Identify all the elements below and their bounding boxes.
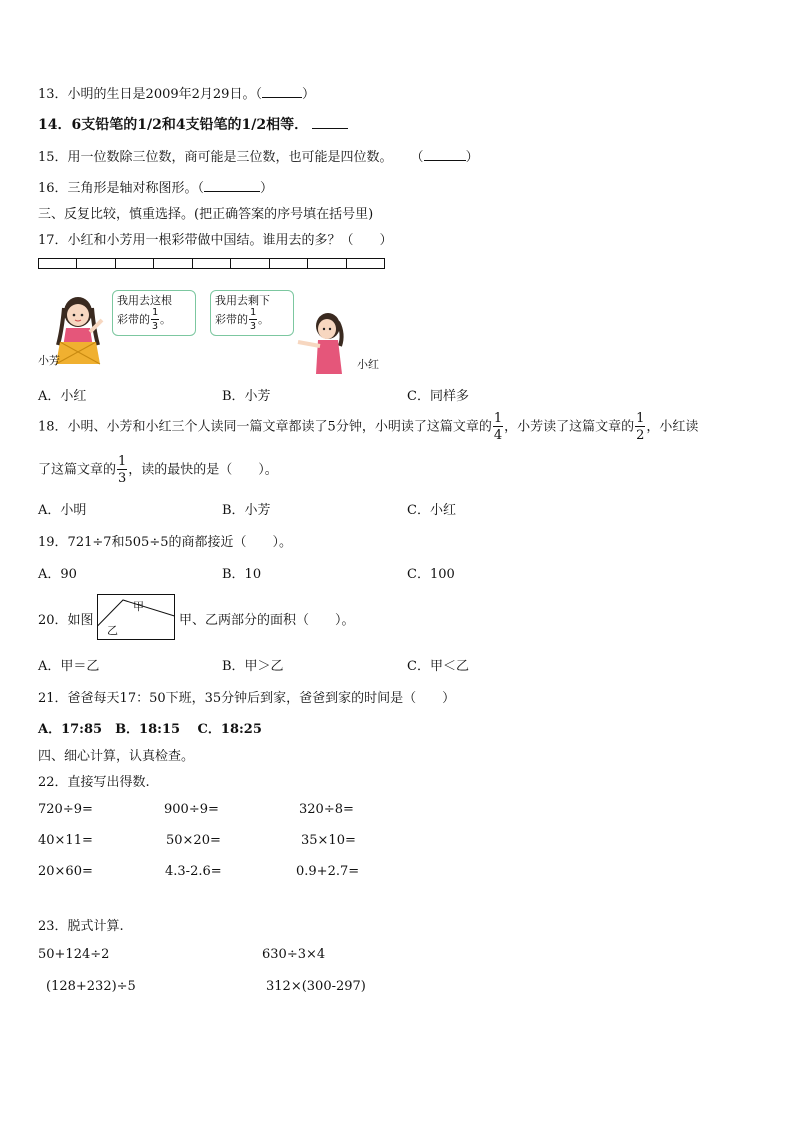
q18-option-a[interactable]: A．小明 bbox=[38, 503, 87, 518]
calc-cell: 35×10= bbox=[301, 833, 356, 848]
q18-option-b[interactable]: B．小芳 bbox=[222, 503, 271, 518]
q19-option-a[interactable]: A．90 bbox=[38, 567, 77, 582]
question-16: 16．三角形是轴对称图形。（ ） bbox=[38, 181, 274, 196]
question-18-line2: 了这篇文章的 $\frac{1}{3}$ ，读的最快的是（ ）。 bbox=[38, 454, 278, 486]
answer-blank[interactable] bbox=[262, 86, 302, 98]
calc-cell: 900÷9= bbox=[164, 802, 219, 817]
name-xiaohong: 小红 bbox=[357, 358, 379, 371]
speech-bubble-xiaohong: 我用去剩下 彩带的 $\frac{1}{3}$ 。 bbox=[210, 290, 294, 336]
calc-cell: 0.9+2.7= bbox=[296, 864, 360, 879]
calc-expression: 630÷3×4 bbox=[262, 947, 326, 962]
question-20-pre: 20．如图 bbox=[38, 613, 94, 628]
calc-cell: 40×11= bbox=[38, 833, 93, 848]
calc-expression: (128+232)÷5 bbox=[46, 979, 136, 994]
answer-blank[interactable] bbox=[204, 180, 260, 192]
label-yi: 乙 bbox=[107, 624, 118, 637]
calc-cell: 4.3-2.6= bbox=[165, 864, 222, 879]
question-17: 17．小红和小芳用一根彩带做中国结。谁用去的多？（ ） bbox=[38, 233, 393, 248]
q18-option-c[interactable]: C．小红 bbox=[407, 503, 456, 518]
calc-expression: 312×(300-297) bbox=[266, 979, 366, 994]
speech-bubble-xiaofang: 我用去这根 彩带的 $\frac{1}{3}$ 。 bbox=[112, 290, 196, 336]
answer-blank[interactable] bbox=[312, 117, 348, 129]
calc-cell: 320÷8= bbox=[299, 802, 354, 817]
calc-cell: 720÷9= bbox=[38, 802, 93, 817]
q17-option-c[interactable]: C．同样多 bbox=[407, 389, 469, 404]
rectangle-figure bbox=[97, 594, 175, 640]
q19-option-b[interactable]: B．10 bbox=[222, 567, 262, 582]
q17-option-b[interactable]: B．小芳 bbox=[222, 389, 271, 404]
name-xiaofang: 小芳 bbox=[38, 354, 60, 367]
calc-cell: 20×60= bbox=[38, 864, 93, 879]
question-21: 21．爸爸每天17：50下班，35分钟后到家，爸爸到家的时间是（ ） bbox=[38, 691, 456, 706]
section-4-heading: 四、细心计算，认真检查。 bbox=[38, 749, 195, 764]
q20-option-a[interactable]: A．甲＝乙 bbox=[38, 659, 100, 674]
q21-options[interactable]: A．17:85 B．18:15 C．18:25 bbox=[38, 722, 262, 737]
girl-xiaohong-illustration bbox=[288, 308, 352, 376]
question-18-line1: 18．小明、小芳和小红三个人读同一篇文章都读了5分钟，小明读了这篇文章的 $\frac{1}{4}$ ，小芳读了这篇文章的 $\frac{1}{2}$ ，小红读 bbox=[38, 411, 699, 443]
section-3-heading: 三、反复比较，慎重选择。(把正确答案的序号填在括号里) bbox=[38, 207, 374, 222]
answer-blank[interactable] bbox=[424, 149, 466, 161]
q20-option-c[interactable]: C．甲＜乙 bbox=[407, 659, 469, 674]
question-20-post: 甲、乙两部分的面积（ ）。 bbox=[179, 613, 355, 628]
label-jia: 甲 bbox=[133, 600, 144, 613]
q17-option-a[interactable]: A．小红 bbox=[38, 389, 87, 404]
q20-option-b[interactable]: B．甲＞乙 bbox=[222, 659, 284, 674]
q19-option-c[interactable]: C．100 bbox=[407, 567, 455, 582]
question-23: 23．脱式计算. bbox=[38, 919, 124, 934]
question-19: 19．721÷7和505÷5的商都接近（ ）。 bbox=[38, 535, 292, 550]
calc-cell: 50×20= bbox=[166, 833, 221, 848]
question-15: 15．用一位数除三位数，商可能是三位数，也可能是四位数。 （ ） bbox=[38, 150, 479, 165]
question-14: 14．6支铅笔的1/2和4支铅笔的1/2相等． bbox=[38, 114, 348, 134]
ribbon-diagram bbox=[38, 258, 385, 269]
question-13: 13．小明的生日是2009年2月29日。（ ） bbox=[38, 87, 315, 102]
calc-expression: 50+124÷2 bbox=[38, 947, 110, 962]
question-22: 22．直接写出得数. bbox=[38, 775, 150, 790]
